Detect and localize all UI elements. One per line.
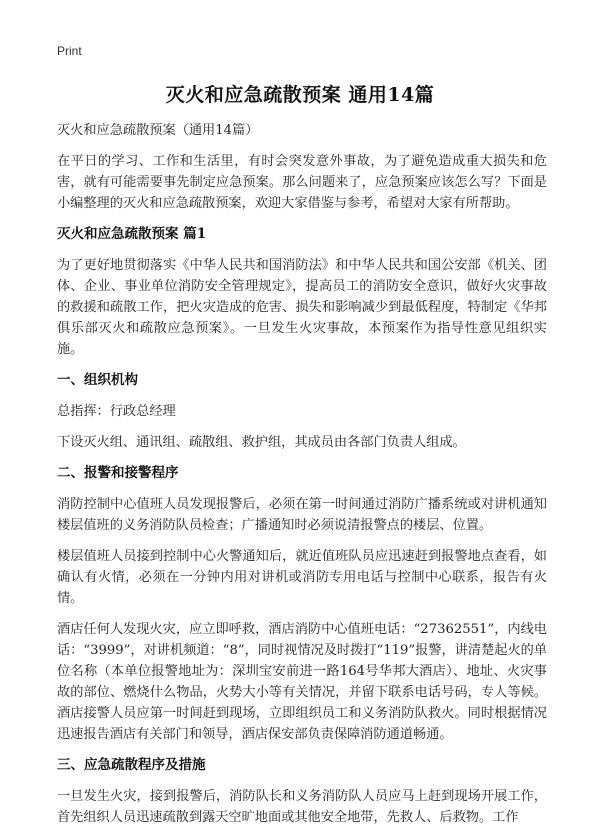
section-alarm-p3: 酒店任何人发现火灾，应立即呼救，酒店消防中心值班电话：“27362551”，内线电话：“3999”，对讲机频道：“8”，同时视情况及时拨打“119”报警，讲清楚起火的单位名称（本单位报警地址为：深圳宝安前进一路164号华邦大酒店）、地址、火灾事故的部位、燃烧什么物品，火势大小等有关情况，并留下联系电话号码，专人等候。酒店接警人员应第一时间赶到现场，立即组织员工和义务消防队救火。同时根据情况迅速报告酒店有关部门和领导，酒店保安部负责保障消防通道畅通。	[57, 622, 548, 742]
section-alarm-p2: 楼层值班人员接到控制中心火警通知后，就近值班队员应迅速赶到报警地点查看，如确认有火情，必须在一分钟内用对讲机或消防专用电话与控制中心联系，报告有火情。	[57, 549, 547, 606]
section-alarm-p1: 消防控制中心值班人员发现报警后，必须在第一时间通过消防广播系统或对讲机通知楼层值班的义务消防队员检查；广播通知时必须说清报警点的楼层、位置。	[57, 497, 547, 533]
print-link[interactable]: Print	[57, 44, 82, 58]
section-organization-p2: 下设灭火组、通讯组、疏散组、救护组，其成员由各部门负责人组成。	[57, 435, 466, 450]
document-subtitle: 灭火和应急疏散预案（通用14篇）	[57, 123, 259, 138]
article-heading: 灭火和应急疏散预案 篇1	[57, 226, 207, 242]
article-body	[57, 120, 547, 828]
section-evacuation-p1: 一旦发生火灾，接到报警后，消防队长和义务消防队人员应马上赶到现场开展工作，首先组织人员迅速疏散到露天空旷地面或其他安全地带，先救人、后救物。工作	[57, 789, 547, 825]
section-organization-p1: 总指挥：行政总经理	[57, 404, 176, 419]
page-title: 灭火和应急疏散预案 通用14篇	[165, 84, 435, 106]
section-heading-evacuation: 三、应急疏散程序及措施	[57, 757, 206, 773]
section-heading-alarm: 二、报警和接警程序	[57, 465, 179, 481]
intro-paragraph: 在平日的学习、工作和生活里，有时会突发意外事故，为了避免造成重大损失和危害，就有可能需要事先制定应急预案。那么问题来了，应急预案应该怎么写？下面是小编整理的灭火和应急疏散预案，欢迎大家借鉴与参考，希望对大家有所帮助。	[57, 154, 547, 211]
section-heading-organization: 一、组织机构	[57, 372, 138, 388]
article-intro-paragraph: 为了更好地贯彻落实《中华人民共和国消防法》和中华人民共和国公安部《机关、团体、企业、事业单位消防安全管理规定》，提高员工的消防安全意识，做好火灾事故的救援和疏散工作，把火灾造成的危害、损失和影响减少到最低程度，特制定《华邦俱乐部灭火和疏散应急预案》。一旦发生火灾事故，本预案作为指导性意见组织实施。	[57, 258, 547, 357]
